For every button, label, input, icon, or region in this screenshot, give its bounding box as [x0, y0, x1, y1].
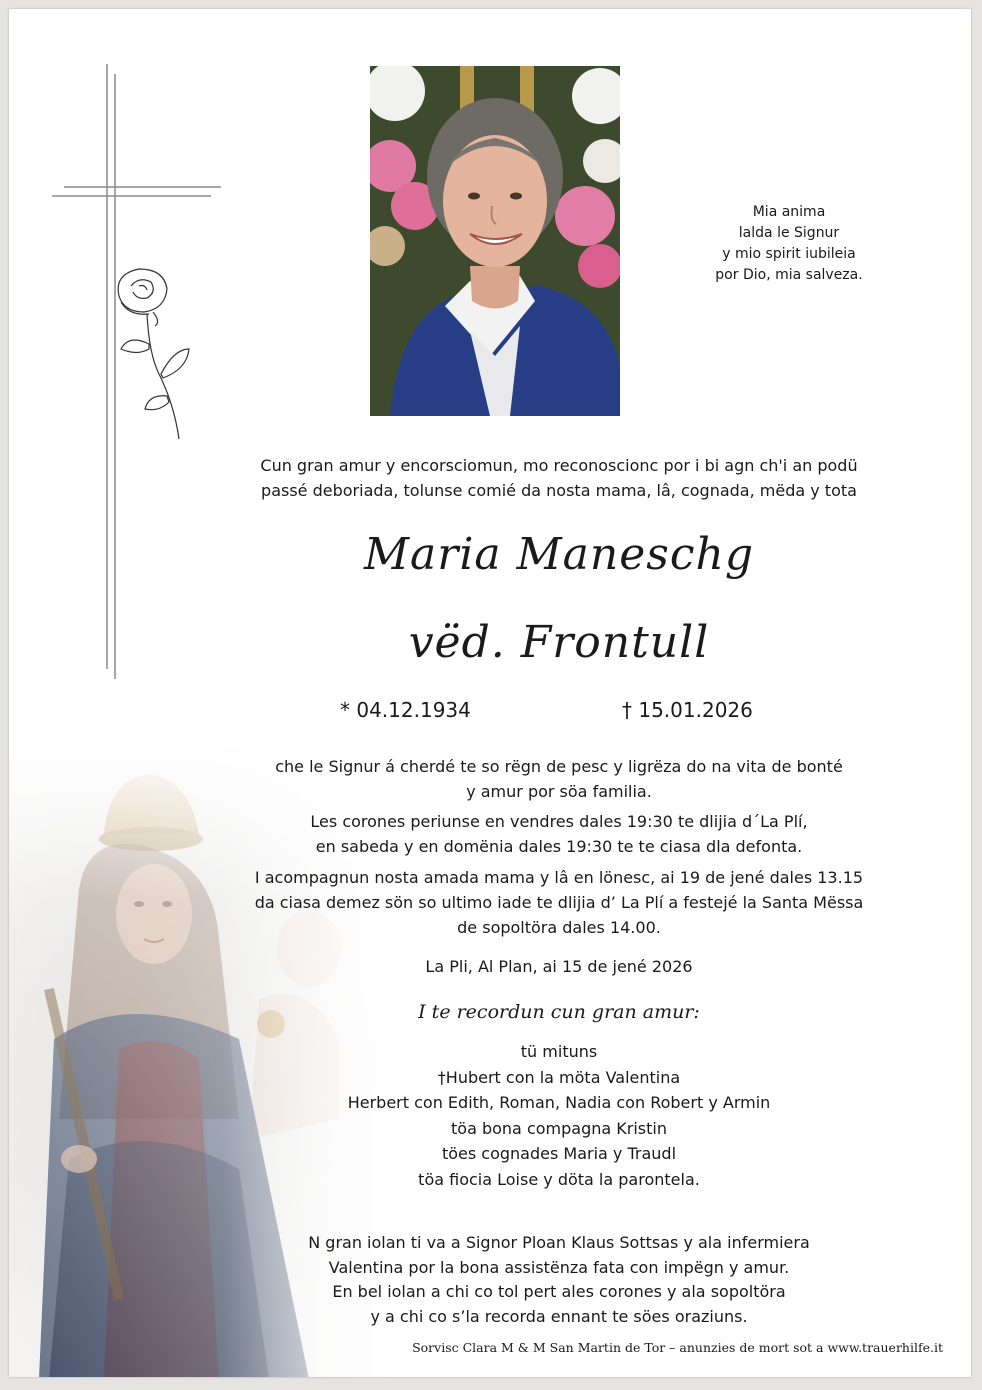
deceased-maiden-name: vëd. Frontull: [408, 617, 710, 668]
funeral-line: da ciasa demez sön so ultimo iade te dlijia d’ La Plí a festejé la Santa Mëssa: [254, 893, 864, 912]
thanks-line: N gran iolan ti va a Signor Ploan Klaus Sottsas y ala infermiera: [308, 1233, 810, 1252]
passing-text: [169, 754, 949, 804]
place-and-date: La Pli, Al Plan, ai 15 de jené 2026: [425, 957, 693, 976]
remember-title: I te recordun cun gran amur:: [418, 1001, 700, 1023]
passing-line: che le Signur á cherdé te so rëgn de pesc y ligrëza do na vita de bonté: [275, 757, 843, 776]
family-line: tü mituns: [520, 1042, 598, 1061]
intro-line: passé deboriada, tolunse comié da nosta mama, lâ, cognada, mëda y tota: [261, 481, 857, 500]
bible-verse: [689, 202, 889, 286]
verse-line: lalda le Signur: [738, 225, 840, 241]
obituary-card: [9, 9, 971, 1377]
cross-with-rose-icon: [49, 64, 229, 684]
family-line: töa bona compagna Kristin: [451, 1118, 667, 1138]
rosary-line: Les corones periunse en vendres dales 19:30 te dlijia d´La Plí,: [310, 812, 808, 831]
portrait-photo: [370, 66, 620, 416]
funeral-text: [169, 865, 949, 940]
family-line: Herbert con Edith, Roman, Nadia con Robert y Armin: [347, 1093, 771, 1112]
family-line: †Hubert con la möta Valentina: [437, 1067, 681, 1087]
family-line: töa fiocia Loise y döta la parontela.: [418, 1169, 700, 1189]
death-date: † 15.01.2026: [622, 698, 753, 722]
birth-date: * 04.12.1934: [340, 698, 471, 722]
rosary-text: [169, 809, 949, 859]
funeral-line: I acompagnun nosta amada mama y lâ en lönesc, ai 19 de jené dales 13.15: [254, 868, 864, 887]
funeral-line: de sopoltöra dales 14.00.: [457, 918, 661, 937]
passing-line: y amur por söa familia.: [466, 782, 652, 801]
verse-line: por Dio, mia salveza.: [715, 267, 863, 283]
deceased-name: Maria Maneschg: [364, 529, 754, 580]
thanks-line: Valentina por la bona assistënza fata con impëgn y amur.: [328, 1257, 790, 1277]
family-list: [169, 1039, 949, 1192]
thanks-line: En bel iolan a chi co tol pert ales corones y ala sopoltöra: [332, 1282, 786, 1301]
family-line: töes cognades Maria y Traudl: [441, 1144, 677, 1163]
intro-line: Cun gran amur y encorsciomun, mo reconoscionc por i bi agn ch'i an podü: [260, 456, 858, 475]
verse-line: Mia anima: [752, 204, 826, 220]
footer-credit: Sorvisc Clara M & M San Martin de Tor – anunzies de mort sot a www.trauerhilfe.it: [412, 1340, 943, 1355]
thanks-line: y a chi co s’la recorda ennant te söes oraziuns.: [370, 1306, 748, 1326]
thanks-text: [169, 1231, 949, 1329]
verse-line: y mio spirit iubileia: [722, 246, 856, 262]
intro-text: [169, 453, 949, 503]
rosary-line: en sabeda y en domënia dales 19:30 te te ciasa dla defonta.: [315, 837, 803, 856]
